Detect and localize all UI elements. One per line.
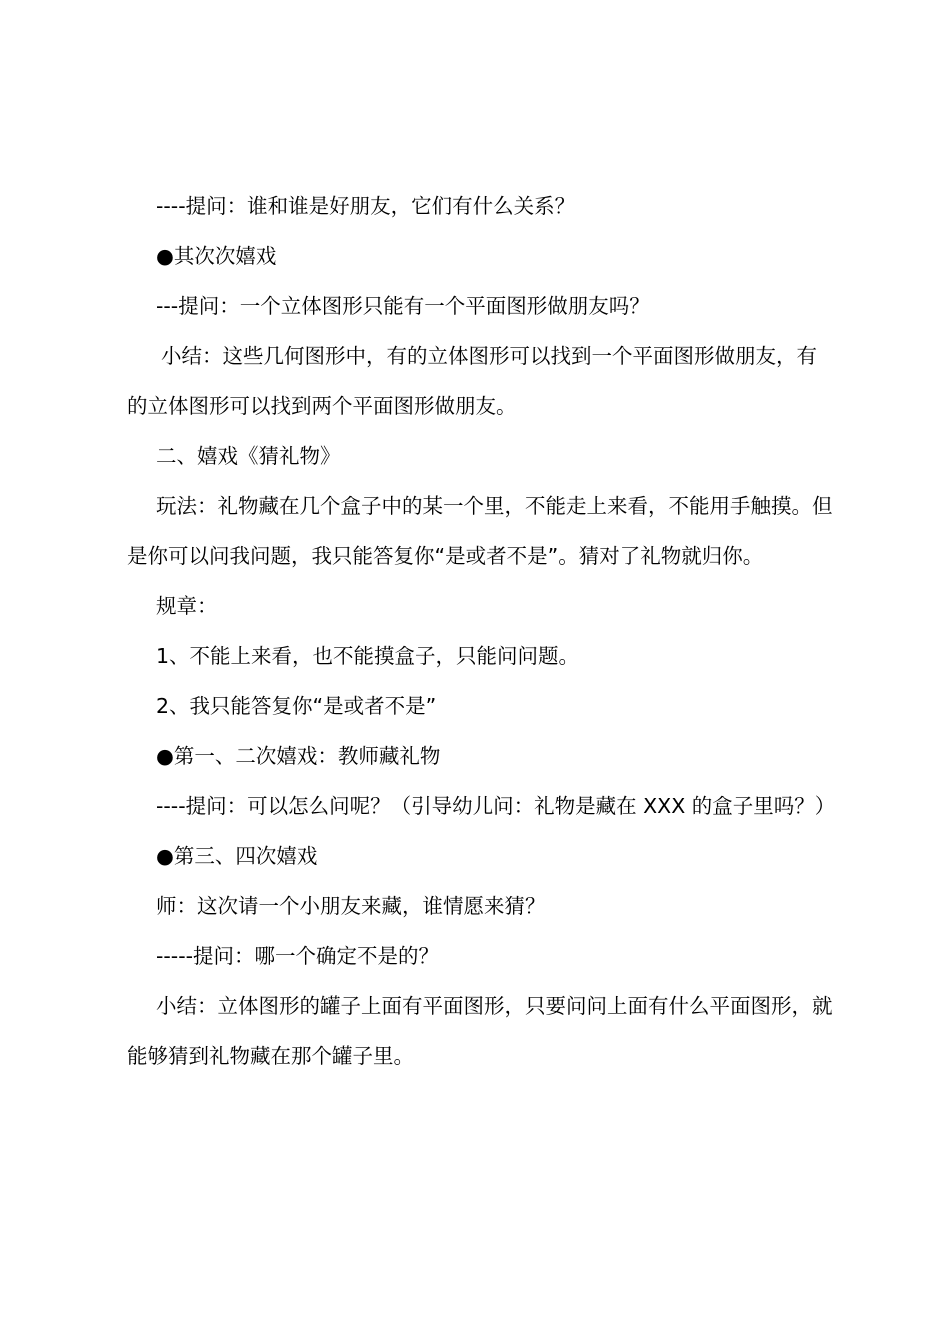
paragraph-teacher-prompt: 师：这次请一个小朋友来藏，谁情愿来猜？ bbox=[156, 894, 546, 918]
paragraph-summary-shapes: 小结：这些几何图形中，有的立体图形可以找到一个平面图形做朋友，有的立体图形可以找到两个平面图形做朋友。 bbox=[127, 344, 817, 418]
paragraph-rules-heading: 规章： bbox=[156, 594, 218, 618]
paragraph-question-friends: ----提问：谁和谁是好朋友，它们有什么关系？ bbox=[156, 194, 576, 218]
paragraph-rule-1: 1、不能上来看，也不能摸盒子，只能问问题。 bbox=[156, 644, 580, 668]
section-heading-guess-gift: 二、嬉戏《猜礼物》 bbox=[156, 444, 341, 468]
paragraph-question-how-to-ask: ----提问：可以怎么问呢？（引导幼儿问：礼物是藏在 XXX 的盒子里吗？） bbox=[156, 794, 836, 818]
paragraph-question-one-shape: ---提问：一个立体图形只能有一个平面图形做朋友吗？ bbox=[156, 294, 650, 318]
paragraph-rule-2: 2、我只能答复你“是或者不是” bbox=[156, 694, 437, 718]
document-body bbox=[127, 181, 836, 1081]
paragraph-first-second-game: ●第一、二次嬉戏：教师藏礼物 bbox=[156, 744, 441, 768]
paragraph-third-fourth-game: ●第三、四次嬉戏 bbox=[156, 844, 318, 868]
paragraph-question-which-not: -----提问：哪一个确定不是的？ bbox=[156, 944, 439, 968]
paragraph-second-game: ●其次次嬉戏 bbox=[156, 244, 277, 268]
paragraph-summary-jars: 小结：立体图形的罐子上面有平面图形，只要问问上面有什么平面图形，就能够猜到礼物藏在那个罐子里。 bbox=[127, 994, 833, 1068]
paragraph-gameplay: 玩法：礼物藏在几个盒子中的某一个里，不能走上来看，不能用手触摸。但是你可以问我问题，我只能答复你“是或者不是”。猜对了礼物就归你。 bbox=[127, 494, 833, 568]
